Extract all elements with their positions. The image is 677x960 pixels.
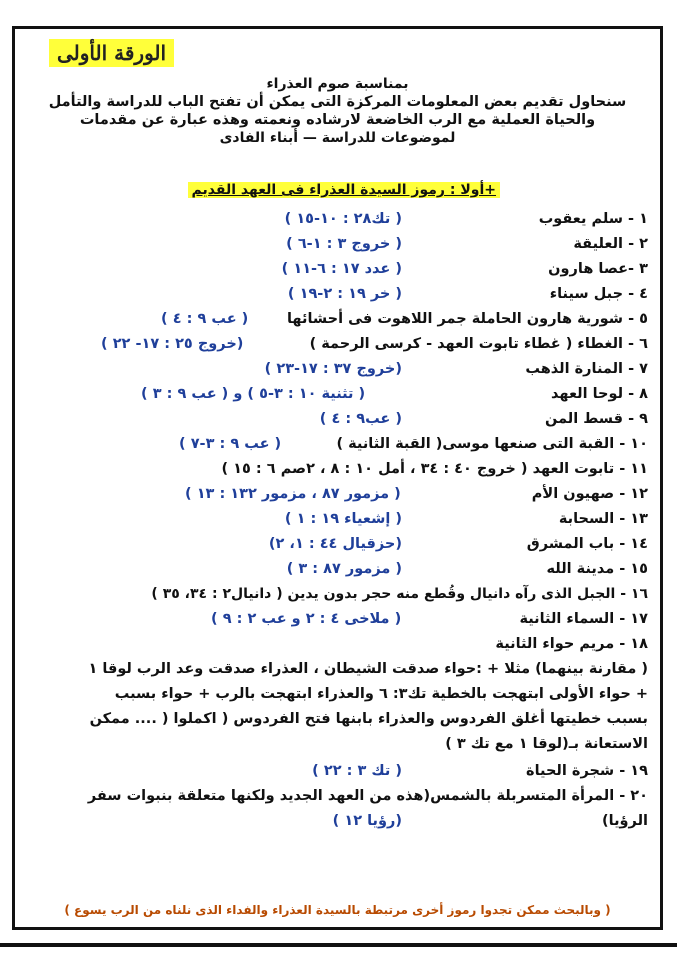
list-item: ٩ - قسط المن ( عب٩ : ٤ ): [319, 411, 648, 427]
intro-line: والحياة العملية مع الرب الخاضعة لارشاده ونعمته وهذه عبارة عن مقدمات: [79, 112, 596, 128]
list-item: ٨ - لوحا العهد ( تثنية ١٠ : ٣-٥ ) و ( عب ٩ : ٣ ): [141, 386, 648, 402]
list-item: ٣ -عصا هارون ( عدد ١٧ : ٦-١١ ): [281, 261, 648, 277]
title-block: [49, 39, 174, 67]
comparison-paragraph: [23, 657, 648, 757]
list-item: ١٣ - السحابة ( إشعياء ١٩ : ١ ): [284, 511, 648, 527]
intro-text: [23, 75, 652, 147]
list-item: ٥ - شورية هارون الحاملة جمر اللاهوت فى أحشائها ( عب ٩ : ٤ ): [161, 311, 648, 327]
list-item: ١٨ - مريم حواء الثانية: [495, 636, 648, 652]
list-item: ١٢ - صهيون الأم ( مزمور ٨٧ ، مزمور ١٣٢ : ١٣ ): [185, 486, 648, 502]
section-heading: +أولا : رموز السيدة العذراء فى العهد القديم: [188, 182, 500, 198]
paragraph-line: الاستعانة بـ(لوقا ١ مع تك ٣ ): [445, 736, 648, 752]
list-item: ٢٠ - المرأة المتسربلة بالشمس(هذه من العهد الجديد ولكنها متعلقة بنبوات سفر: [87, 788, 648, 804]
list-item: ٦ - الغطاء ( غطاء تابوت العهد - كرسى الرحمة ) (خروج ٢٥ : ١٧- ٢٢ ): [101, 336, 648, 352]
paragraph-line: ( مقارنة بينهما) مثلا + :حواء صدقت الشيطان ، العذراء صدقت وعد الرب لوقا ١: [88, 661, 648, 677]
symbols-list: [21, 207, 652, 657]
list-item: ١١ - تابوت العهد ( خروج ٤٠ : ٣٤ ، أمل ١٠ : ٨ ، ٢صم ٦ : ١٥ ): [221, 461, 648, 477]
bottom-divider: [0, 943, 677, 947]
list-item: ١٦ - الجبل الذى رآه دانيال وقُطع منه حجر بدون يدين ( دانيال٢ : ٣٤، ٣٥ ): [151, 586, 648, 602]
list-item: الرؤيا) (رؤيا ١٢ ): [332, 813, 648, 829]
list-item: ١ - سلم يعقوب ( تك٢٨ : ١٠-١٥ ): [284, 211, 648, 227]
symbols-list-tail: [21, 759, 652, 834]
section-heading-block: [188, 179, 500, 198]
list-item: ٧ - المنارة الذهب (خروج ٣٧ : ١٧-٢٣ ): [264, 361, 648, 377]
paragraph-line: + حواء الأولى ابتهجت بالخطية تك٣: ٦ والعذراء ابتهجت بالرب + حواء بسبب: [114, 686, 648, 702]
page-title: الورقة الأولى: [49, 39, 174, 67]
list-item: ١٤ - باب المشرق (حزقيال ٤٤ : ١، ٢): [268, 536, 648, 552]
list-item: ١٠ - القبة التى صنعها موسى( القبة الثانية ) ( عب ٩ : ٣-٧ ): [179, 436, 648, 452]
list-item: ١٥ - مدينة الله ( مزمور ٨٧ : ٣ ): [286, 561, 648, 577]
list-item: ٤ - جبل سيناء ( خر ١٩ : ٢-١٩ ): [287, 286, 648, 302]
document-frame: [12, 26, 663, 930]
list-item: ١٩ - شجرة الحياة ( تك ٣ : ٢٢ ): [312, 763, 648, 779]
list-item: ٢ - العليقة ( خروج ٣ : ١-٦ ): [286, 236, 648, 252]
intro-line: سنحاول تقديم بعض المعلومات المركزة التى يمكن أن تفتح الباب للدراسة والتأمل: [48, 94, 627, 110]
intro-line: لموضوعات للدراسة — أبناء الفادى: [219, 130, 456, 146]
list-item: ١٧ - السماء الثانية ( ملاخى ٤ : ٢ و عب ٢ : ٩ ): [211, 611, 648, 627]
intro-line: بمناسبة صوم العذراء: [266, 76, 409, 92]
footer-note: ( وبالبحث ممكن تجدوا رموز أخرى مرتبطة بالسيدة العذراء والفداء الذى نلناه من الرب يسوع ): [64, 903, 611, 917]
paragraph-line: بسبب خطيتها أغلق الفردوس والعذراء بابنها فتح الفردوس ( اكملوا ( .... ممكن: [89, 711, 648, 727]
